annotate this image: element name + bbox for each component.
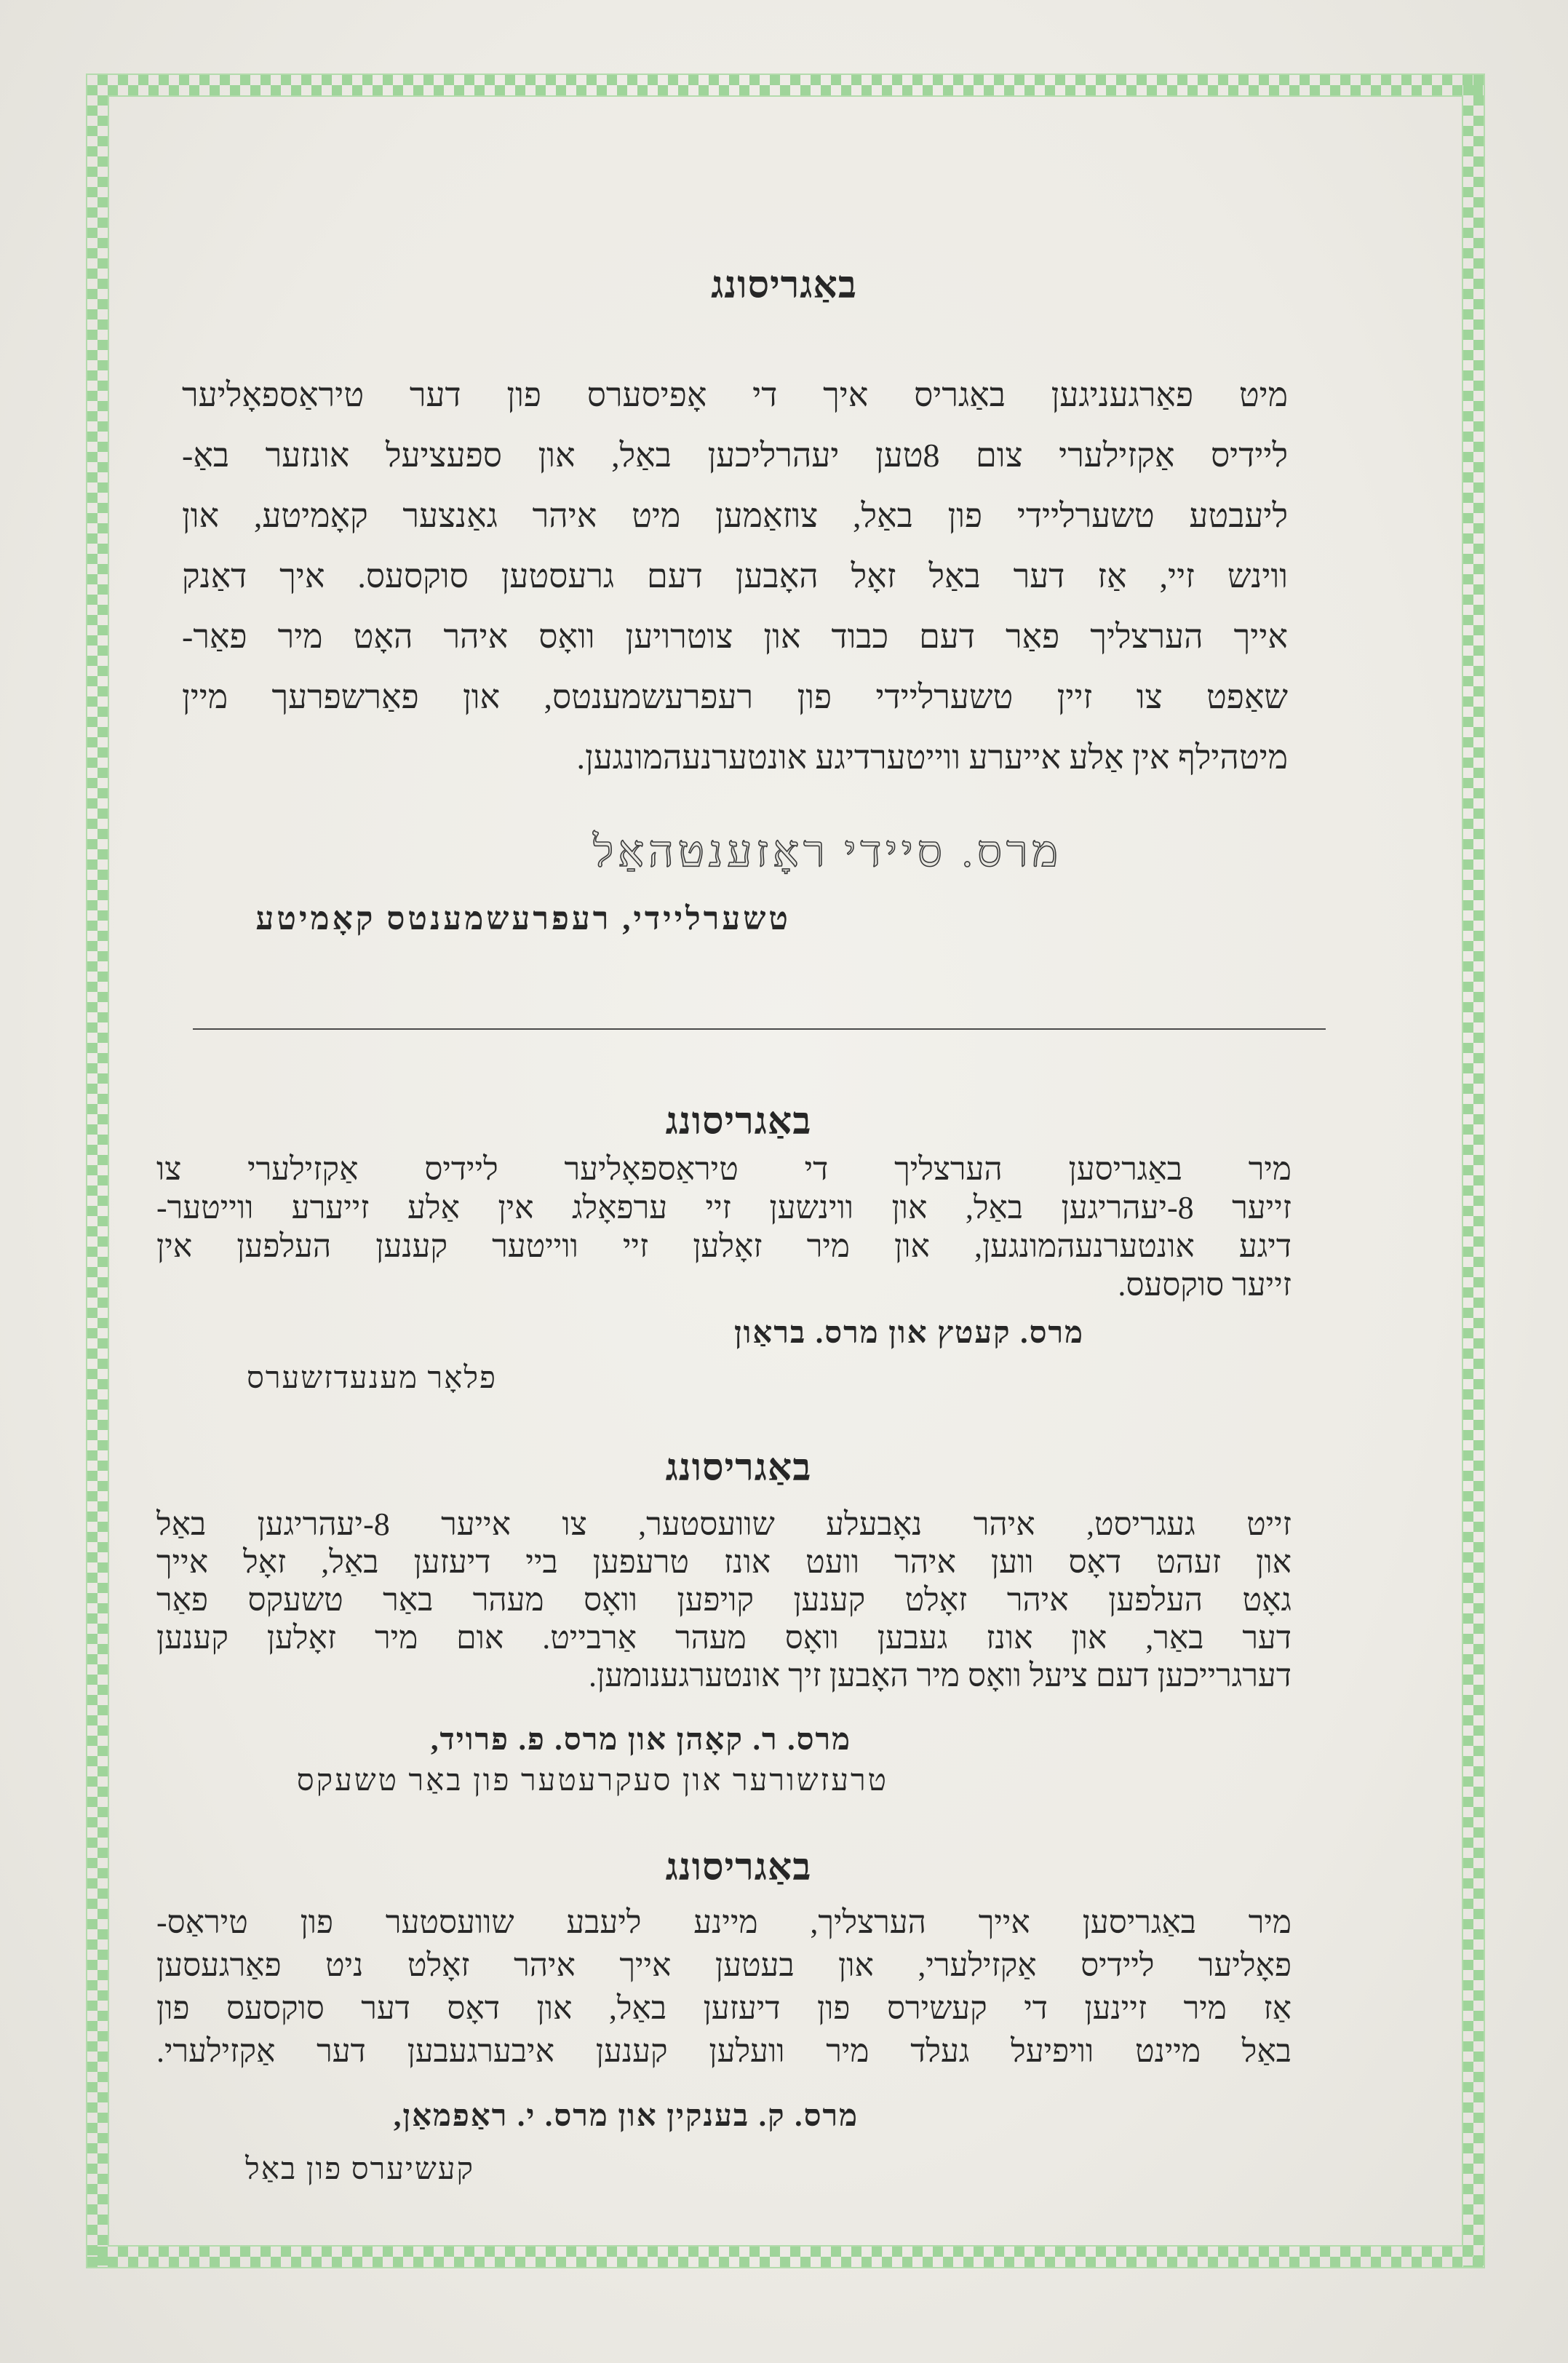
section-2-paragraph (156, 1150, 1292, 1304)
paragraph-line: שאַפט צו זיין טשערליידי פון רעפרעשמענטס, און פאַרשפרעך מיין (182, 678, 1288, 715)
paragraph-line: מיטהילף אין אַלע אייערע ווייטערדיגע אונטערנעהמונגען. (576, 739, 1288, 776)
paragraph-line: באַל מיינט וויפיעל געלד מיר וועלען קענען איבערגעבען דער אַקזילערי. (156, 2033, 1292, 2069)
paragraph-line: און זעהט דאָס ווען איהר וועט אונז טרעפען ביי דיעזען באַל, זאָל אייך (156, 1544, 1292, 1580)
section-1-signer-role: טשערליידי, רעפרעשמענטס קאָמיטע (255, 901, 791, 937)
paragraph-line: גאָט העלפען איהר זאָלט קענען קויפען וואָס מעהר באַר טשעקס פאַר (156, 1582, 1292, 1618)
section-4-signature: מרס. ק. בענקין און מרס. י. ראַפמאַן, (393, 2100, 859, 2133)
section-3-title: באַגריסונג (665, 1447, 812, 1489)
paragraph-line: זייער סוקסעס. (1118, 1267, 1292, 1303)
section-1-title: באַגריסונג (711, 265, 857, 306)
section-3-signature: מרס. ר. קאָהן און מרס. פ. פרויד, (431, 1723, 851, 1757)
section-3-paragraph (156, 1506, 1292, 1695)
paragraph-line: זייער 8-יעהריגען באַל, און ווינשען זיי ערפאָלג אין אַלע זייערע ווייטער- (156, 1190, 1292, 1226)
paragraph-line: אייך הערצליך פאַר דעם כבוד און צוטרויען וואָס איהר האָט מיר פאַר- (182, 618, 1288, 655)
section-4-signer-role: קעשיערס פון באַל (245, 2153, 474, 2186)
paragraph-line: מיט פאַרגעניגען באַגריס איך די אָפיסערס פון דער טיראַספאָליער (182, 376, 1288, 413)
paragraph-line: ווינש זיי, אַז דער באַל זאָל האָבען דעם גרעסטען סוקסעס. איך דאַנק (182, 557, 1288, 595)
section-2-title: באַגריסונג (665, 1101, 812, 1143)
paragraph-line: דערגרייכען דעם ציעל וואָס מיר האָבען זיך אונטערגענומען. (589, 1658, 1292, 1693)
paragraph-line: זייט געגריסט, איהר נאָבעלע שוועסטער, צו אייער 8-יעהריגען באַל (156, 1506, 1292, 1542)
section-4-title: באַגריסונג (665, 1847, 812, 1889)
paragraph-line: ליעבטע טשערליידי פון באַל, צוזאַמען מיט איהר גאַנצער קאָמיטע, און (182, 497, 1288, 534)
section-1-signature: מרס. סיידי ראָזענטהאַל (593, 827, 1062, 875)
paragraph-line: דער באַר, און אונז געבען וואָס מעהר אַרבייט. אום מיר זאָלען קענען (156, 1620, 1292, 1656)
paragraph-line: מיר באַגריסען הערצליך די טיראַספאָליער ליידיס אַקזילערי צו (156, 1151, 1292, 1187)
paragraph-line: דיגע אונטערנעהמונגען, און מיר זאָלען זיי ווייטער קענען העלפען אין (156, 1228, 1292, 1264)
section-2-signature: מרס. קעטץ און מרס. בראַון (733, 1316, 1084, 1350)
paragraph-line: פאָליער ליידיס אַקזילערי, און בעטען אייך איהר זאָלט ניט פאַרגעסען (156, 1947, 1292, 1983)
section-divider-line (193, 1028, 1326, 1030)
section-3-signer-role: טרעזשורער און סעקרעטער פון באַר טשעקס (296, 1764, 888, 1798)
paragraph-line: אַז מיר זיינען די קעשירס פון דיעזען באַל, און דאָס דער סוקסעס פון (156, 1990, 1292, 2026)
section-4-paragraph (156, 1901, 1292, 2073)
paragraph-line: מיר באַגריסען אייך הערצליך, מיינע ליעבע שוועסטער פון טיראַס- (156, 1905, 1292, 1940)
section-1-paragraph (182, 365, 1288, 787)
section-2-signer-role: פלאָר מענעדזשערס (246, 1362, 497, 1395)
paragraph-line: ליידיס אַקזילערי צום 8טען יעהרליכען באַל, און ספעציעל אונזער באַ- (182, 437, 1288, 474)
